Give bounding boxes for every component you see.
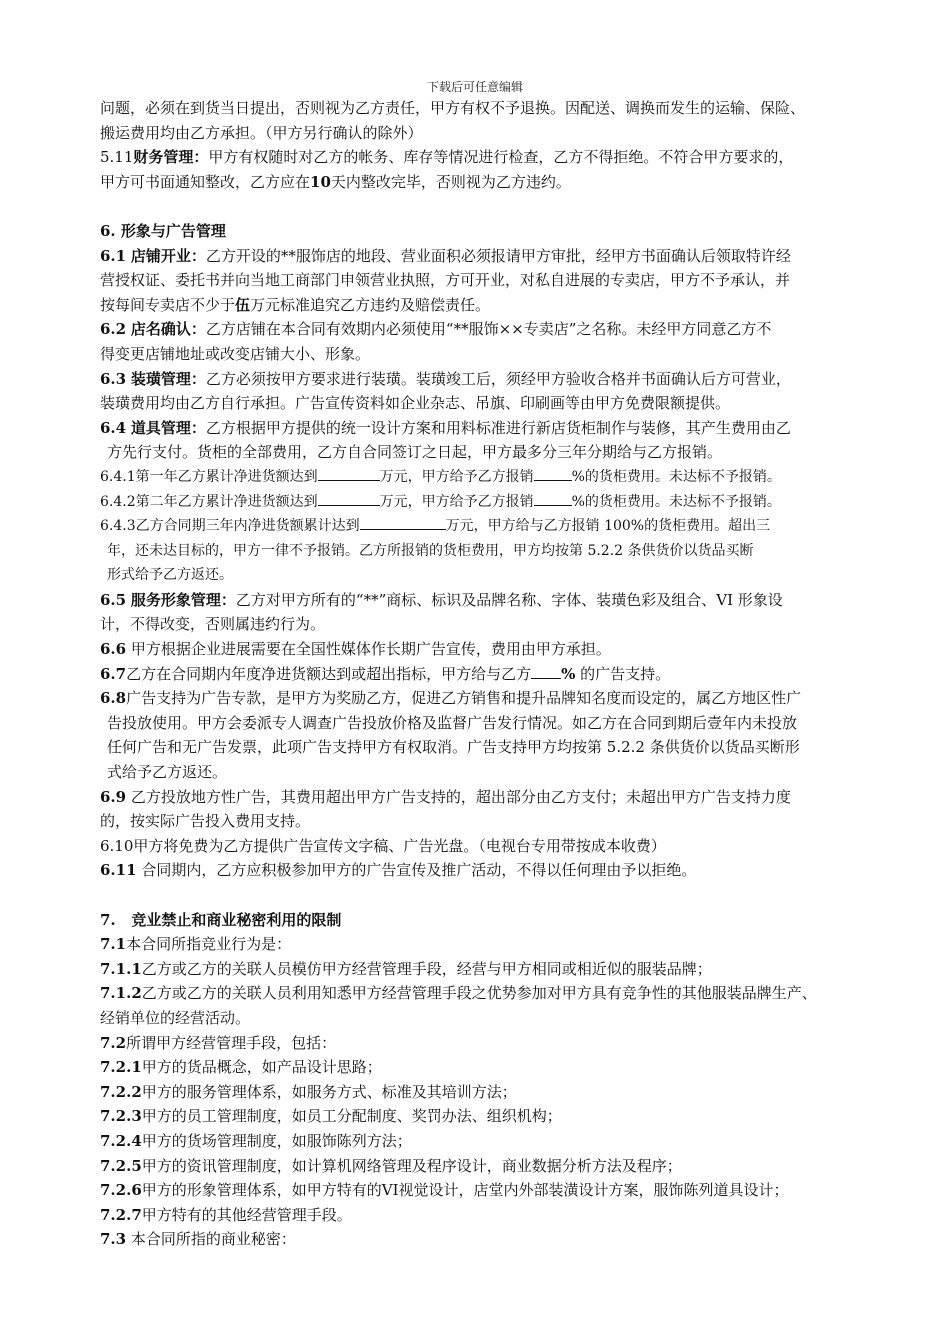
clause-6-5: 6.5 服务形象管理：乙方对甲方所有的“**”商标、标识及品牌名称、字体、装璜色彩及组合、VI 形象设 计，不得改变，否则属违约行为。 — [100, 590, 783, 634]
page-header: 下载后可任意编辑 — [426, 80, 523, 94]
clause-6-1: 6.1 店铺开业：乙方开设的**服饰店的地段、营业面积必须报请甲方审批，经甲方书面确认后领取特许经 营授权证、委托书并向当地工商部门申领营业执照，方可开业，对私自进展的专卖店，甲方不予承认，并 按每间专卖店不少于伍万元标准追究乙方违约及赔偿责任。 — [100, 246, 791, 314]
clause-7-2-7: 7.2.7甲方特有的其他经营管理手段。 — [100, 1205, 352, 1224]
blank-field — [534, 466, 572, 481]
blank-field — [531, 664, 561, 679]
contract-body — [100, 96, 890, 1252]
paragraph-continued: 问题，必须在到货当日提出，否则视为乙方责任，甲方有权不予退换。因配送、调换而发生的运输、保险、 搬运费用均由乙方承担。（甲方另行确认的除外） — [100, 99, 806, 142]
blank-field — [318, 466, 380, 481]
blank-field — [318, 491, 380, 506]
clause-7-2-6: 7.2.6甲方的形象管理体系，如甲方特有的VI视觉设计，店堂内外部装潢设计方案，服饰陈列道具设计； — [100, 1181, 789, 1200]
clause-6-4-2: 6.4.2第二年乙方累计净进货额达到 万元，甲方给予乙方报销 %的货柜费用。未达标不予报销。 — [100, 490, 890, 515]
clause-6-7: 6.7乙方在合同期内年度净进货额达到或超出指标，甲方给与乙方 % 的广告支持。 — [100, 664, 671, 683]
clause-6-9: 6.9 乙方投放地方性广告，其费用超出甲方广告支持的，超出部分由乙方支付；未超出甲方广告支持力度 的，按实际广告投入费用支持。 — [100, 787, 791, 831]
clause-7-2-2: 7.2.2甲方的服务管理体系，如服务方式、标准及其培训方法； — [100, 1082, 517, 1101]
clause-7-1: 7.1本合同所指竞业行为是： — [100, 935, 292, 954]
clause-6-10: 6.10甲方将免费为乙方提供广告宣传文字稿、广告光盘。（电视台专用带按成本收费） — [100, 836, 666, 855]
clause-7-2-4: 7.2.4甲方的货场管理制度，如服饰陈列方法； — [100, 1131, 412, 1150]
clause-7-3: 7.3 本合同所指的商业秘密： — [100, 1230, 296, 1249]
clause-6-8: 6.8广告支持为广告专款，是甲方为奖励乙方，促进乙方销售和提升品牌知名度而设定的，属乙方地区性广 告投放使用。甲方会委派专人调查广告投放价格及监督广告发行情况。如乙方在合同到期后壹年内未投放 任何广告和无广告发票，此项广告支持甲方有权取消。广告支持甲方均按第 5.2.2 条供货价以货品买断形 式给予乙方返还。 — [100, 689, 802, 782]
clause-7-2-1: 7.2.1甲方的货品概念，如产品设计思路； — [100, 1058, 382, 1077]
clause-7-2-5: 7.2.5甲方的资讯管理制度，如计算机网络管理及程序设计，商业数据分析方法及程序； — [100, 1156, 682, 1175]
clause-6-6: 6.6 甲方根据企业进展需要在全国性媒体作长期广告宣传，费用由甲方承担。 — [100, 640, 611, 659]
blank-field — [534, 491, 572, 506]
section-6-heading: 6. 形象与广告管理 — [100, 221, 226, 240]
blank-field — [360, 515, 446, 530]
clause-6-3: 6.3 装璜管理：乙方必须按甲方要求进行装璜。装璜竣工后，须经甲方验收合格并书面确认后方可营业， 装璜费用均由乙方自行承担。广告宣传资料如企业杂志、吊旗、印刷画等由甲方免费限额提供。 — [100, 369, 791, 413]
section-7-heading: 7. 竞业禁止和商业秘密利用的限制 — [100, 910, 342, 929]
clause-7-2-3: 7.2.3甲方的员工管理制度，如员工分配制度、奖罚办法、组织机构； — [100, 1107, 562, 1126]
clause-6-4-3: 6.4.3乙方合同期三年内净进货额累计达到 万元，甲方给与乙方报销 100%的货柜费用。超出三 年，还未达目标的，甲方一律不予报销。乙方所报销的货柜费用，甲方均按第 5.2.2 条供货价以货品买断 形式给予乙方返还。 — [100, 514, 890, 588]
clause-7-2: 7.2所谓甲方经营管理手段，包括： — [100, 1033, 337, 1052]
clause-7-1-2: 7.1.2乙方或乙方的关联人员利用知悉甲方经营管理手段之优势参加对甲方具有竞争性的其他服装品牌生产、 经销单位的经营活动。 — [100, 984, 817, 1027]
clause-7-1-1: 7.1.1乙方或乙方的关联人员模仿甲方经营管理手段，经营与甲方相同或相近似的服装品牌； — [100, 959, 712, 978]
clause-6-4-1: 6.4.1第一年乙方累计净进货额达到 万元，甲方给予乙方报销 %的货柜费用。未达标不予报销。 — [100, 465, 890, 490]
clause-5-11: 5.11财务管理：甲方有权随时对乙方的帐务、库存等情况进行检查，乙方不得拒绝。不符合甲方要求的， 甲方可书面通知整改，乙方应在10天内整改完毕，否则视为乙方违约。 — [100, 148, 794, 191]
clause-6-2: 6.2 店名确认：乙方店铺在本合同有效期内必须使用“**服饰××专卖店”之名称。未经甲方同意乙方不 得变更店铺地址或改变店铺大小、形象。 — [100, 320, 772, 363]
clause-6-4: 6.4 道具管理：乙方根据甲方提供的统一设计方案和用料标准进行新店货柜制作与装修，其产生费用由乙 方先行支付。货柜的全部费用，乙方自合同签订之日起，甲方最多分三年分期给与乙方报销。 — [100, 418, 791, 462]
clause-6-11: 6.11 合同期内，乙方应积极参加甲方的广告宣传及推广活动，不得以任何理由予以拒绝。 — [100, 861, 697, 880]
